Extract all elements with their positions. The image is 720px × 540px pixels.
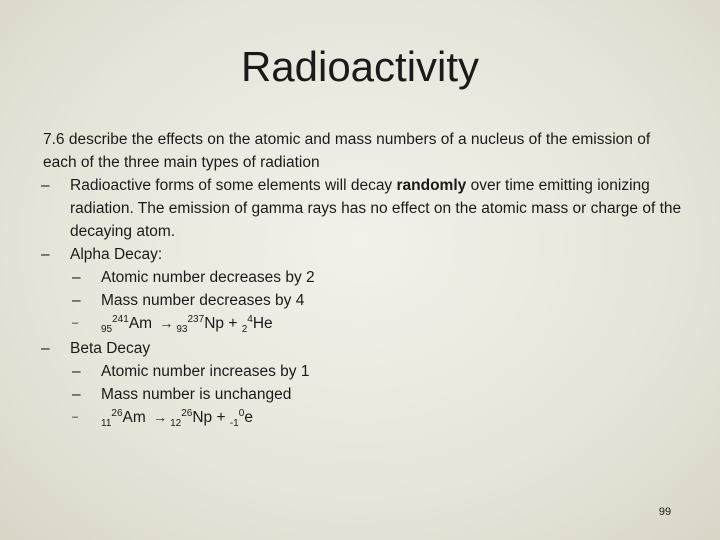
slide-body [43, 128, 683, 431]
beta-heading-text: Beta Decay [70, 340, 151, 357]
electron-mass-number: 0 [238, 408, 245, 419]
np-mass-number: 237 [187, 314, 205, 325]
plus-sign: + [228, 315, 238, 332]
am-mass-number: 241 [112, 314, 129, 325]
bullet-dash: – [72, 411, 79, 423]
beta-equation [43, 406, 683, 431]
np-atomic-number: 93 [176, 324, 188, 335]
alpha-item [43, 266, 683, 289]
np-mass-number: 26 [181, 408, 193, 419]
bullet-dash: – [41, 177, 50, 194]
radioactive-text-bold: randomly [396, 177, 467, 194]
am-atomic-number: 11 [101, 418, 112, 429]
page-number: 99 [658, 506, 672, 518]
np-symbol: Np [204, 315, 225, 332]
electron-symbol: e [244, 409, 253, 426]
alpha-heading [43, 243, 683, 266]
he-atomic-number: 2 [241, 324, 248, 335]
plus-sign: + [216, 409, 226, 426]
beta-heading [43, 337, 683, 360]
bullet-dash: – [41, 340, 50, 357]
beta-item-text: Atomic number increases by 1 [101, 363, 310, 380]
bullet-dash: – [72, 292, 81, 309]
np-symbol: Np [192, 409, 213, 426]
radioactive-text-post: over time emitting ionizing radiation. The emission of gamma rays has no effect on the atomic mass or charge of the decaying atom. [70, 177, 682, 240]
electron-charge: -1 [229, 418, 239, 429]
alpha-heading-text: Alpha Decay: [70, 246, 163, 263]
bullet-dash: – [72, 363, 81, 380]
alpha-equation [43, 312, 683, 337]
alpha-item-text: Atomic number decreases by 2 [101, 269, 315, 286]
am-symbol: Am [122, 409, 146, 426]
radioactive-text-pre: Radioactive forms of some elements will decay [70, 177, 397, 194]
beta-item [43, 383, 683, 406]
beta-item-text: Mass number is unchanged [101, 386, 292, 403]
alpha-item-text: Mass number decreases by 4 [101, 292, 305, 309]
am-mass-number: 26 [111, 408, 123, 419]
np-atomic-number: 12 [170, 418, 182, 429]
beta-item [43, 360, 683, 383]
am-atomic-number: 95 [101, 324, 113, 335]
slide-title: Radioactivity [240, 43, 480, 90]
bullet-dash: – [41, 246, 50, 263]
am-symbol: Am [128, 315, 153, 332]
he-symbol: He [252, 315, 273, 332]
bullet-dash: – [72, 317, 79, 329]
radioactive-bullet [43, 174, 683, 243]
he-mass-number: 4 [247, 314, 253, 325]
right-arrow-icon: → [159, 315, 174, 331]
alpha-item [43, 289, 683, 312]
right-arrow-icon: → [153, 409, 168, 425]
bullet-dash: – [72, 386, 81, 403]
intro-text: 7.6 describe the effects on the atomic and mass numbers of a nucleus of the emission of each of the three main types of radiation [43, 131, 651, 171]
bullet-dash: – [72, 269, 81, 286]
